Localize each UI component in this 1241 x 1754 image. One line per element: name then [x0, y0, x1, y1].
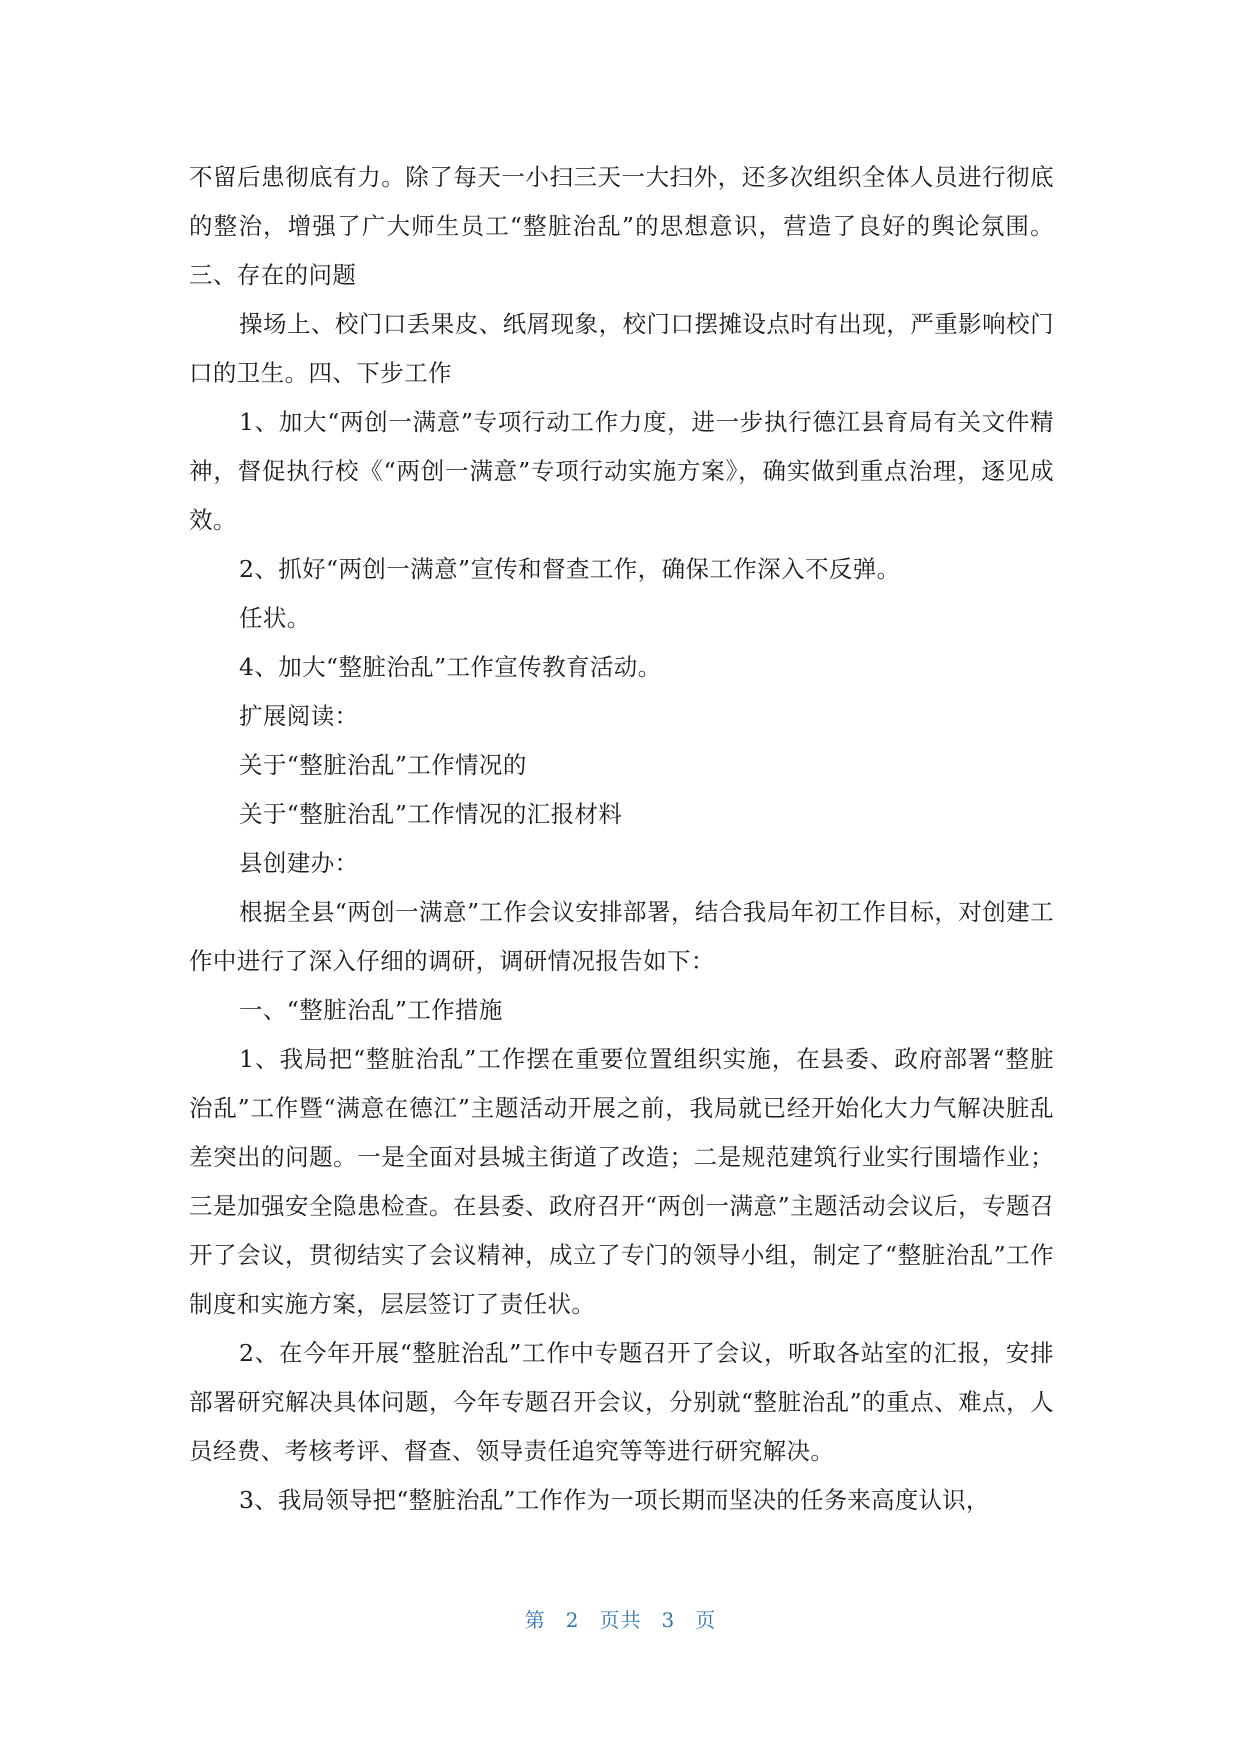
section-heading-measures: 一、“整脏治乱”工作措施 [239, 996, 503, 1024]
related-title-1: 关于“整脏治乱”工作情况的 [239, 751, 527, 779]
paragraph-measure-2: 2、在今年开展“整脏治乱”工作中专题召开了会议，听取各站室的汇报，安排部署研究解决具体问题，今年专题召开会议，分别就“整脏治乱”的重点、难点，人员经费、考核考评、督查、领导责任追究等等进行研究解决。 [189, 1339, 1054, 1465]
paragraph-intro: 根据全县“两创一满意”工作会议安排部署，结合我局年初工作目标，对创建工作中进行了深入仔细的调研，调研情况报告如下： [189, 898, 1054, 975]
related-title-2: 关于“整脏治乱”工作情况的汇报材料 [239, 800, 623, 828]
document-body [189, 153, 1054, 1525]
footer-current-page: 2 [565, 1608, 580, 1632]
paragraph-continuation: 不留后患彻底有力。除了每天一小扫三天一大扫外，还多次组织全体人员进行彻底的整治，增强了广大师生员工“整脏治乱”的思想意识，营造了良好的舆论氛围。三、存在的问题 [189, 163, 1054, 289]
footer-suffix: 页 [695, 1608, 717, 1632]
paragraph-responsibility: 任状。 [239, 604, 311, 632]
paragraph-next-step-2: 2、抓好“两创一满意”宣传和督查工作，确保工作深入不反弹。 [239, 555, 901, 583]
paragraph-measure-3: 3、我局领导把“整脏治乱”工作作为一项长期而坚决的任务来高度认识， [239, 1486, 990, 1514]
footer-prefix: 第 [524, 1608, 546, 1632]
footer-total-pages: 3 [661, 1608, 676, 1632]
paragraph-problems: 操场上、校门口丢果皮、纸屑现象，校门口摆摊设点时有出现，严重影响校门口的卫生。四、下步工作 [189, 310, 1054, 387]
paragraph-measure-1: 1、我局把“整脏治乱”工作摆在重要位置组织实施，在县委、政府部署“整脏治乱”工作暨“满意在德江”主题活动开展之前，我局就已经开始化大力气解决脏乱差突出的问题。一是全面对县城主街道了改造；二是规范建筑行业实行围墙作业；三是加强安全隐患检查。在县委、政府召开“两创一满意”主题活动会议后，专题召开了会议，贯彻结实了会议精神，成立了专门的领导小组，制定了“整脏治乱”工作制度和实施方案，层层签订了责任状。 [189, 1045, 1054, 1318]
paragraph-next-step-4: 4、加大“整脏治乱”工作宣传教育活动。 [239, 653, 662, 681]
footer-middle: 页共 [599, 1608, 642, 1632]
page-footer [0, 1604, 1241, 1633]
salutation: 县创建办： [239, 849, 359, 877]
extended-reading-label: 扩展阅读： [239, 702, 359, 730]
paragraph-next-step-1: 1、加大“两创一满意”专项行动工作力度，进一步执行德江县育局有关文件精神，督促执行校《“两创一满意”专项行动实施方案》，确实做到重点治理，逐见成效。 [189, 408, 1054, 534]
